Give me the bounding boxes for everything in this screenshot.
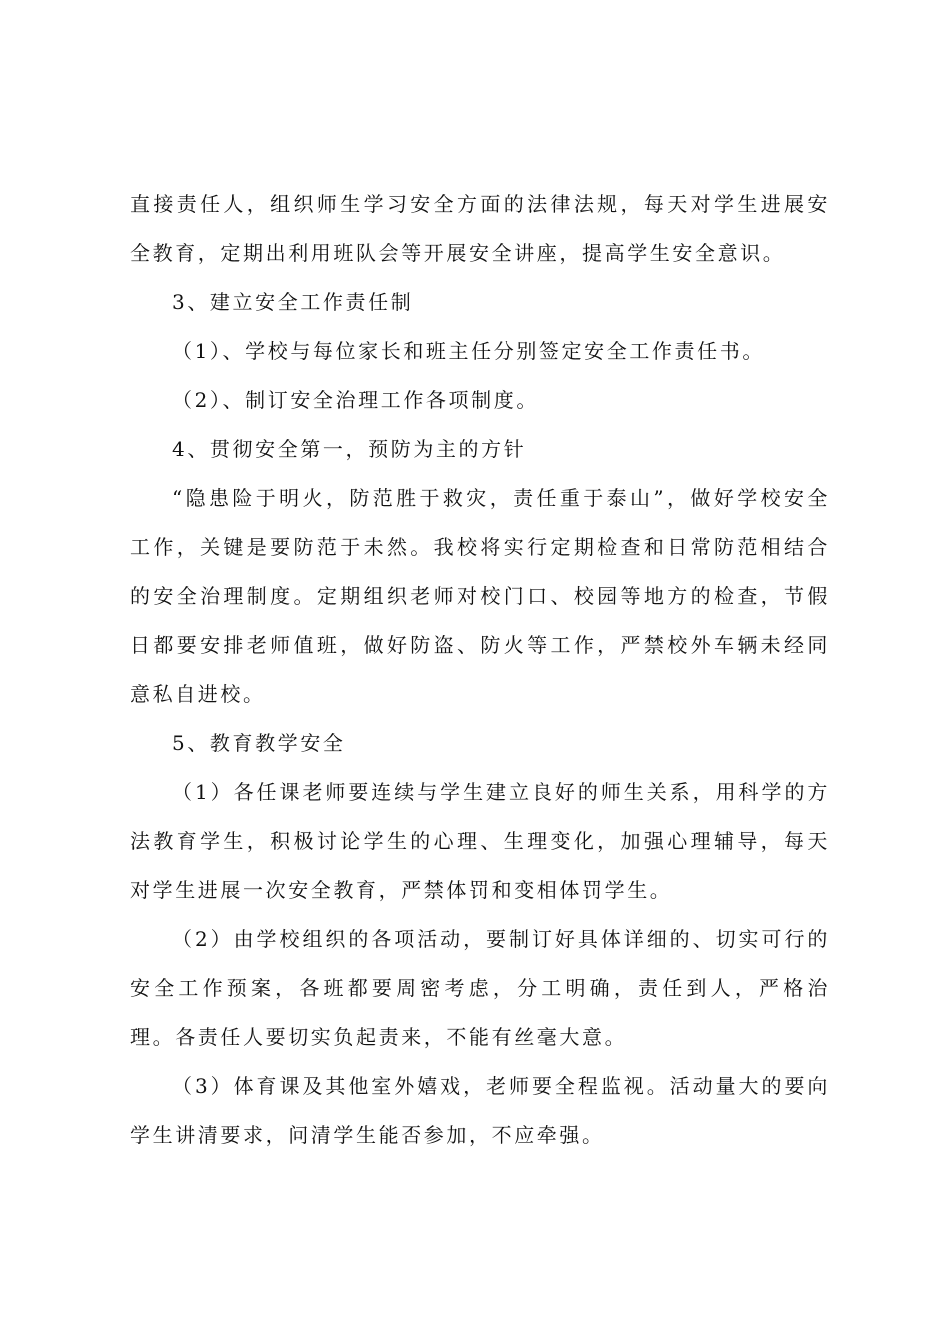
item-management-rules: （2）、制订安全治理工作各项制度。: [172, 388, 539, 412]
item-responsibility-letter: （1）、学校与每位家长和班主任分别签定安全工作责任书。: [172, 339, 765, 363]
paragraph-activity-plans: （2）由学校组织的各项活动，要制订好具体详细的、切实可行的安全工作预案，各班都要周密考虑，分工明确，责任到人，严格治理。各责任人要切实负起责来，不能有丝毫大意。: [130, 927, 830, 1049]
paragraph-prevention: “隐患险于明火，防范胜于救灾，责任重于泰山”，做好学校安全工作，关键是要防范于未然。我校将实行定期检查和日常防范相结合的安全治理制度。定期组织老师对校门口、校园等地方的检查，节假日都要安排老师值班，做好防盗、防火等工作，严禁校外车辆未经同意私自进校。: [130, 486, 830, 706]
paragraph-teacher-relations: （1）各任课老师要连续与学生建立良好的师生关系，用科学的方法教育学生，积极讨论学生的心理、生理变化，加强心理辅导，每天对学生进展一次安全教育，严禁体罚和变相体罚学生。: [130, 780, 830, 902]
paragraph-outdoor-supervision: （3）体育课及其他室外嬉戏，老师要全程监视。活动量大的要向学生讲清要求，问清学生能否参加，不应牵强。: [130, 1074, 830, 1147]
document-body: [130, 180, 830, 1160]
heading-safety-first-policy: 4、贯彻安全第一，预防为主的方针: [172, 437, 527, 461]
heading-responsibility-system: 3、建立安全工作责任制: [172, 290, 414, 314]
paragraph-safety-education: 直接责任人，组织师生学习安全方面的法律法规，每天对学生进展安全教育，定期出利用班队会等开展安全讲座，提高学生安全意识。: [130, 192, 830, 265]
heading-teaching-safety: 5、教育教学安全: [172, 731, 346, 755]
